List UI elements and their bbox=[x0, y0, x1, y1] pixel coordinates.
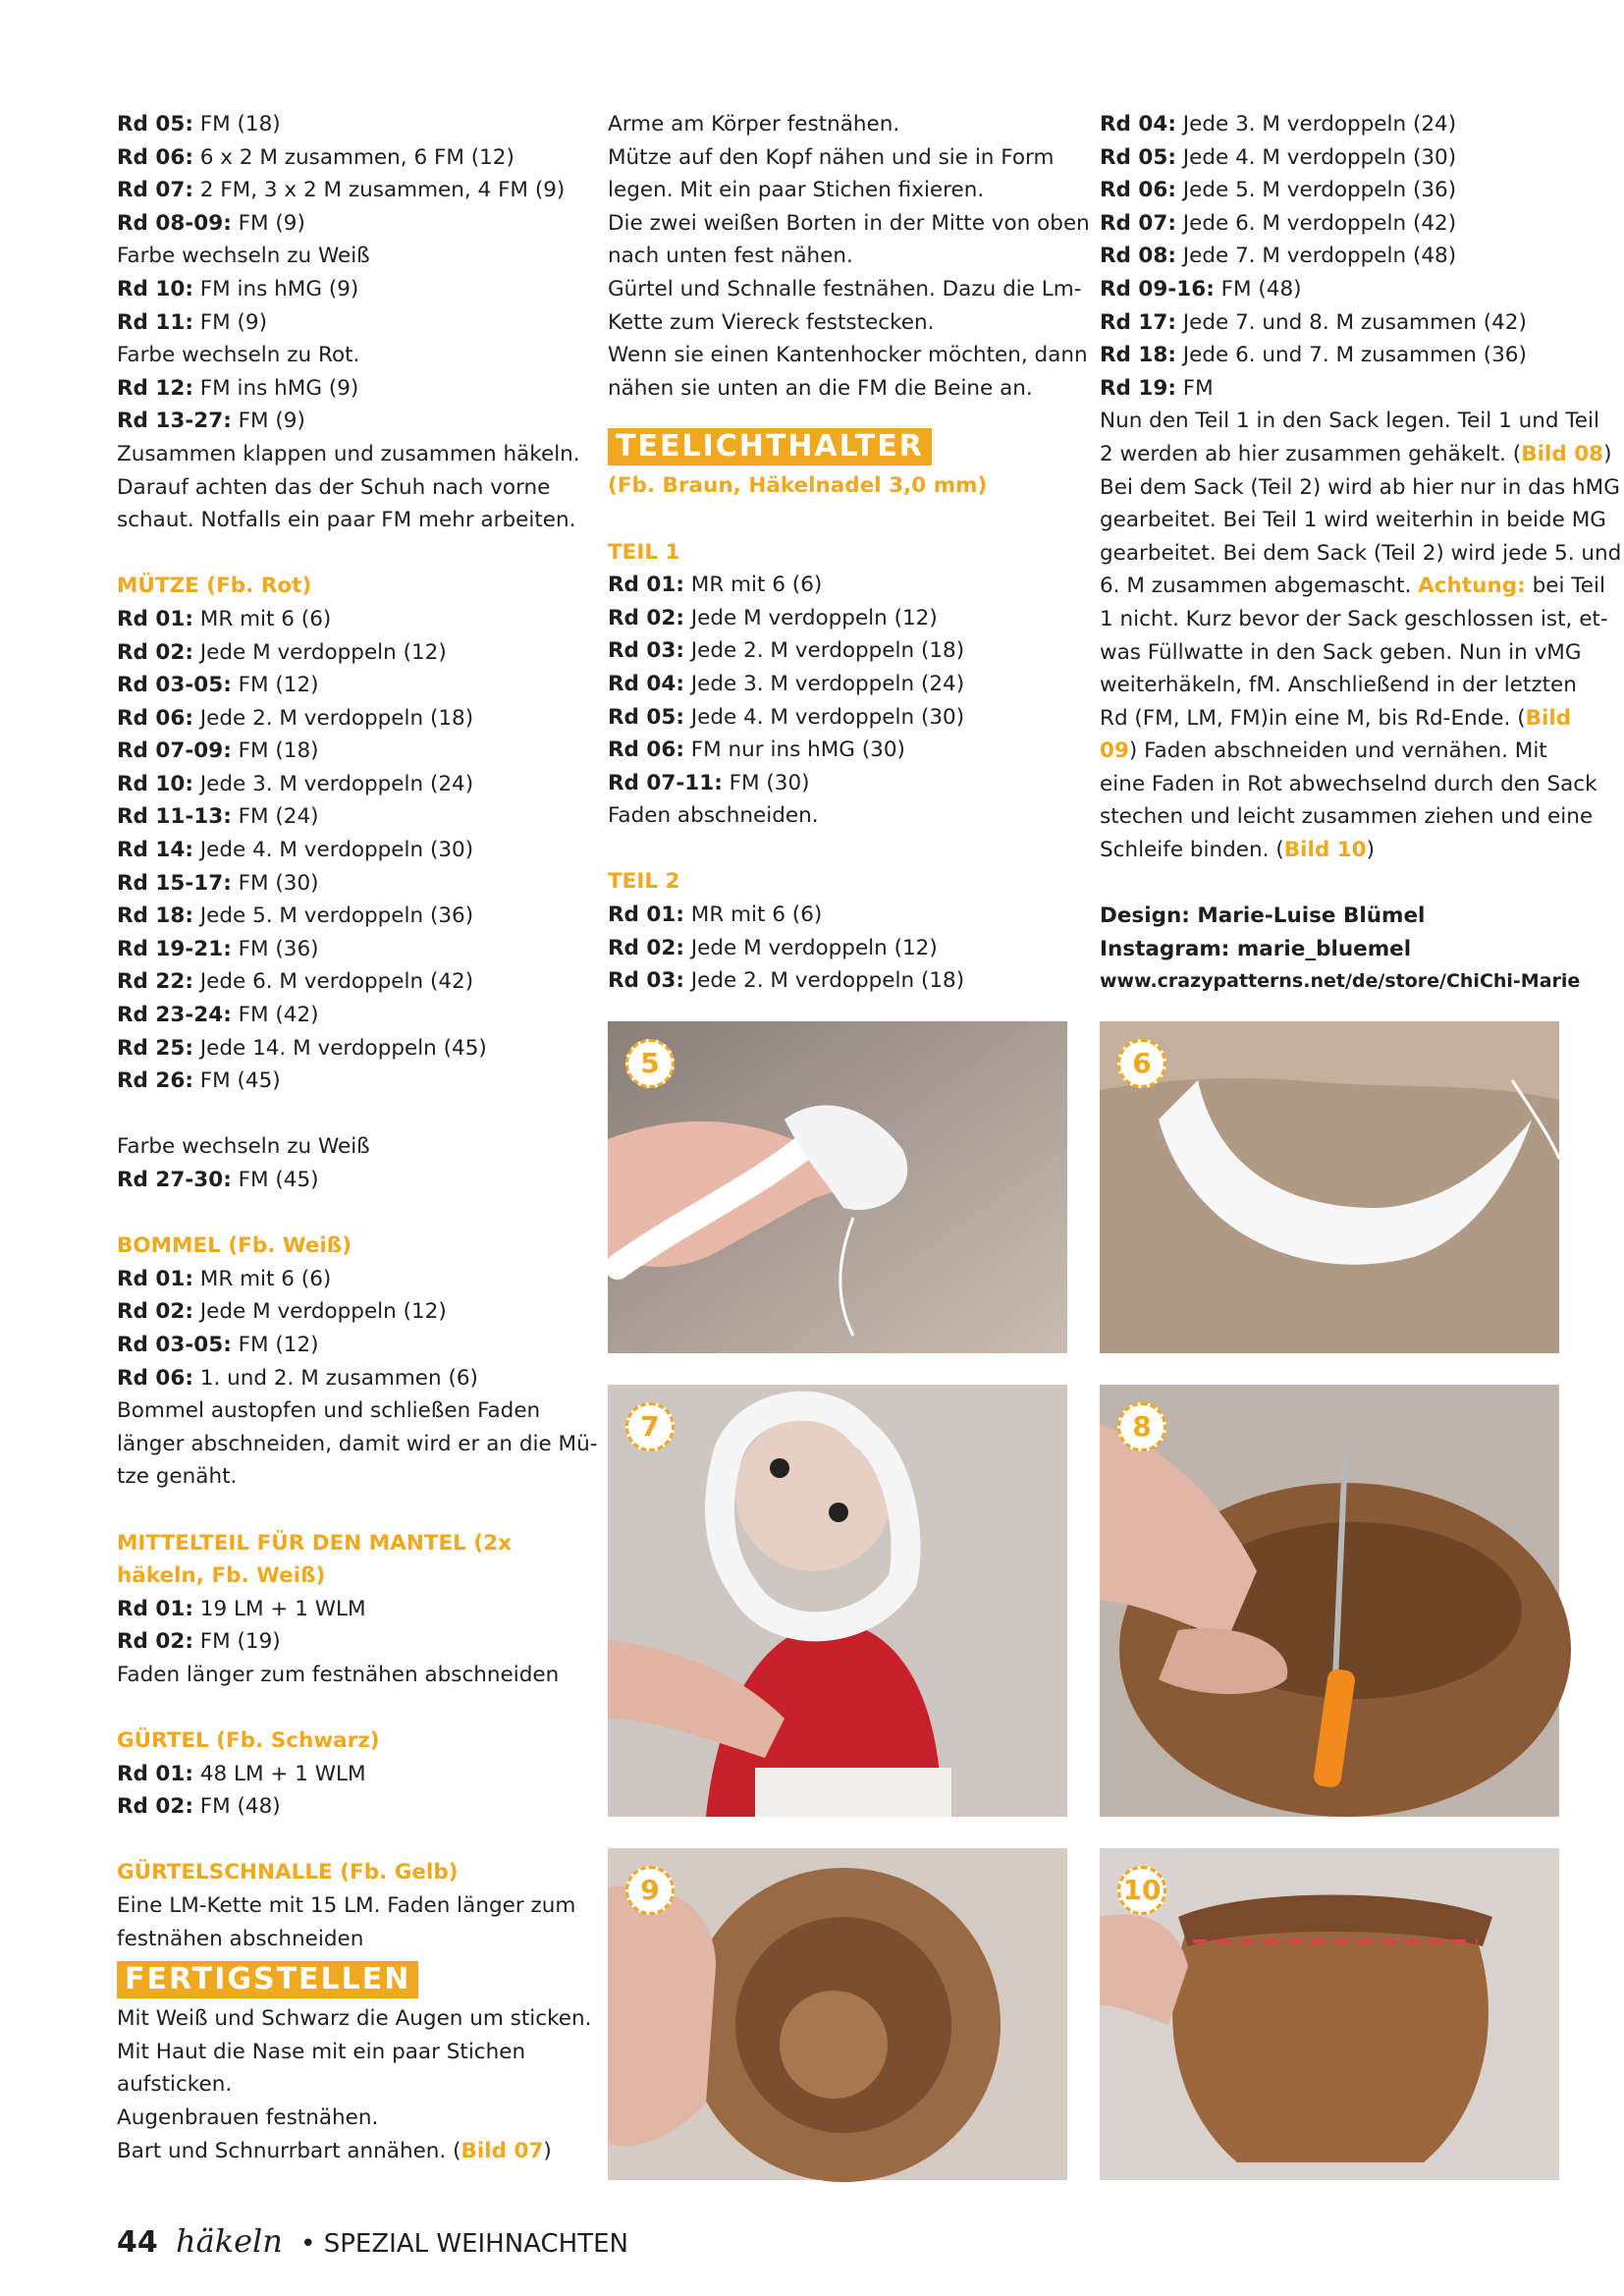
photo-8-illustration bbox=[1100, 1385, 1559, 1817]
instruction-text: FM (48) bbox=[192, 1794, 281, 1820]
instruction-line bbox=[117, 438, 580, 471]
heading-mittelteil-2: häkeln, Fb. Weiß) bbox=[117, 1563, 326, 1589]
instruction-line: Gürtel und Schnalle festnähen. Dazu die Lm- bbox=[608, 276, 1082, 301]
instruction-text: FM (45) bbox=[231, 1168, 319, 1192]
instruction-line bbox=[117, 1032, 576, 1066]
instruction-line: legen. Mit ein paar Stichen fixieren. bbox=[608, 178, 985, 203]
round-label: Rd 02: bbox=[608, 935, 684, 960]
photo-10-illustration bbox=[1100, 1848, 1559, 2180]
round-label: Rd 01: bbox=[608, 573, 684, 598]
round-label: Rd 17: bbox=[1100, 309, 1176, 335]
instruction-text: gearbeitet. Bei Teil 1 wird weiterhin in beide MG bbox=[1100, 508, 1606, 533]
round-label: Rd 05: bbox=[117, 112, 193, 137]
round-label: Rd 02: bbox=[608, 605, 684, 630]
instruction-line bbox=[608, 634, 1067, 668]
heading-teil-1: TEIL 1 bbox=[608, 539, 680, 565]
instruction-line bbox=[117, 1329, 576, 1362]
round-label: Rd 05: bbox=[608, 704, 684, 730]
instruction-line: Kette zum Viereck feststecken. bbox=[608, 309, 935, 335]
instruction-text: eine Faden in Rot abwechselnd durch den Sack bbox=[1100, 771, 1597, 796]
step-badge: 9 bbox=[625, 1866, 675, 1915]
round-label: Rd 01: bbox=[117, 1596, 193, 1621]
instruction-line bbox=[117, 1065, 576, 1098]
instruction-text: FM (12) bbox=[231, 1332, 319, 1357]
instruction-line bbox=[117, 1790, 576, 1824]
credit-line: Design: Marie-Luise Blümel bbox=[1100, 903, 1426, 929]
instruction-line bbox=[117, 1625, 576, 1659]
round-label: Rd 07: bbox=[1100, 210, 1176, 236]
instruction-line: aufsticken. bbox=[117, 2072, 233, 2098]
instruction-text: Darauf achten das der Schuh nach vorne bbox=[117, 474, 551, 500]
photo-7-illustration bbox=[608, 1385, 1067, 1817]
instruction-line bbox=[1100, 834, 1559, 867]
instruction-line bbox=[117, 933, 576, 966]
highlight-text: Bild 10 bbox=[1283, 838, 1367, 863]
round-label: Rd 01: bbox=[117, 1266, 193, 1291]
instruction-line bbox=[117, 141, 576, 175]
instruction-line bbox=[608, 767, 1067, 800]
instruction-line bbox=[1100, 108, 1559, 141]
instruction-text: FM (42) bbox=[231, 1003, 319, 1028]
instruction-text: FM (36) bbox=[231, 936, 319, 961]
instruction-line bbox=[1100, 636, 1582, 670]
round-label: Rd 01: bbox=[608, 902, 684, 928]
round-label: Rd 06: bbox=[117, 1365, 193, 1391]
instruction-text: FM (24) bbox=[231, 804, 319, 830]
instruction-paragraph-sack bbox=[1100, 405, 1622, 866]
photo-step-6 bbox=[1100, 1021, 1559, 1353]
instruction-line bbox=[117, 339, 576, 372]
instruction-text: länger abschneiden, damit wird er an die Mü- bbox=[117, 1431, 598, 1456]
round-label: Rd 08: bbox=[1100, 244, 1176, 269]
instruction-line bbox=[117, 1362, 576, 1395]
instruction-text: FM (48) bbox=[1214, 276, 1302, 301]
instruction-line bbox=[1100, 240, 1559, 273]
instruction-line bbox=[117, 702, 576, 736]
step-badge: 8 bbox=[1117, 1402, 1166, 1451]
instruction-block-finish bbox=[608, 108, 1090, 405]
instruction-text: ) bbox=[1366, 838, 1376, 863]
instruction-line bbox=[1100, 141, 1559, 175]
round-label: Rd 19-21: bbox=[117, 936, 232, 961]
instruction-text: Jede 3. M verdoppeln (24) bbox=[683, 671, 965, 696]
instruction-line bbox=[117, 1593, 576, 1626]
instruction-line bbox=[117, 405, 576, 438]
round-label: Rd 01: bbox=[117, 1761, 193, 1786]
instruction-line bbox=[117, 1758, 576, 1791]
instruction-line bbox=[117, 965, 576, 999]
footer-bullet: • bbox=[300, 2229, 316, 2259]
round-label: Rd 11-13: bbox=[117, 804, 232, 830]
round-label: Rd 12: bbox=[117, 375, 193, 401]
round-label: Rd 06: bbox=[1100, 178, 1176, 203]
round-label: Rd 25: bbox=[117, 1035, 193, 1061]
instruction-text: Jede 4. M verdoppeln (30) bbox=[192, 838, 474, 863]
instruction-text: FM bbox=[1175, 375, 1214, 401]
fertig-last-line: Bart und Schnurrbart annähen. (Bild 07) bbox=[117, 2138, 552, 2163]
instruction-line bbox=[117, 306, 576, 340]
instruction-line: Die zwei weißen Borten in der Mitte von oben bbox=[608, 210, 1090, 236]
instruction-line bbox=[1100, 669, 1577, 702]
instruction-text: FM ins hMG (9) bbox=[192, 375, 359, 401]
instruction-line bbox=[117, 1295, 576, 1329]
instruction-block-bommel bbox=[117, 1263, 598, 1494]
instruction-text: 2 FM, 3 x 2 M zusammen, 4 FM (9) bbox=[192, 178, 566, 203]
instruction-text: weiterhäkeln, fM. Anschließend in der letzten bbox=[1100, 673, 1577, 698]
instruction-text: FM (9) bbox=[231, 210, 305, 236]
instruction-line bbox=[1100, 768, 1597, 801]
round-label: Rd 10: bbox=[117, 771, 193, 796]
instruction-line bbox=[117, 669, 576, 702]
instruction-line bbox=[608, 932, 1067, 965]
highlight-text: Bild 08 bbox=[1521, 441, 1604, 466]
instruction-text: Bei dem Sack (Teil 2) wird ab hier nur in das hMG bbox=[1100, 474, 1620, 500]
round-label: Rd 02: bbox=[117, 1299, 193, 1325]
credits bbox=[1100, 900, 1581, 999]
step-badge: 5 bbox=[625, 1039, 675, 1088]
instruction-text: 6 x 2 M zusammen, 6 FM (12) bbox=[192, 144, 514, 170]
round-label: Rd 14: bbox=[117, 838, 193, 863]
round-label: Rd 07: bbox=[117, 178, 193, 203]
instruction-block-mittelteil bbox=[117, 1593, 576, 1692]
instruction-text: 1. und 2. M zusammen (6) bbox=[192, 1365, 478, 1391]
round-label: Rd 10: bbox=[117, 276, 193, 301]
instruction-line bbox=[608, 964, 1067, 998]
instruction-line bbox=[117, 1659, 576, 1692]
heading-mittelteil-1: MITTELTEIL FÜR DEN MANTEL (2x bbox=[117, 1530, 513, 1556]
instruction-text: Faden abschneiden. bbox=[608, 803, 819, 829]
instruction-line bbox=[1100, 372, 1559, 406]
instruction-text: ) bbox=[1603, 441, 1612, 466]
image-reference: Bild 07 bbox=[460, 2138, 544, 2163]
instruction-line bbox=[117, 504, 576, 537]
instruction-line bbox=[608, 734, 1067, 767]
instruction-text: Jede 5. M verdoppeln (36) bbox=[192, 903, 474, 929]
magazine-logo: häkeln bbox=[176, 2222, 283, 2260]
instruction-text: MR mit 6 (6) bbox=[683, 573, 823, 598]
round-label: Rd 07-11: bbox=[608, 770, 723, 795]
credit-line: Instagram: marie_bluemel bbox=[1100, 936, 1412, 961]
instruction-line bbox=[1100, 702, 1572, 736]
instruction-text: Rd (FM, LM, FM)in eine M, bis Rd-Ende. ( bbox=[1100, 705, 1526, 731]
instruction-text: Farbe wechseln zu Weiß bbox=[117, 1134, 370, 1160]
instruction-line bbox=[1100, 174, 1559, 207]
instruction-text: Zusammen klappen und zusammen häkeln. bbox=[117, 441, 580, 466]
instruction-text: Faden länger zum festnähen abschneiden bbox=[117, 1662, 560, 1687]
instruction-text: MR mit 6 (6) bbox=[192, 1266, 332, 1291]
photo-step-9 bbox=[608, 1848, 1067, 2180]
instruction-text: Farbe wechseln zu Rot. bbox=[117, 343, 360, 368]
instruction-text: Jede 2. M verdoppeln (18) bbox=[683, 968, 965, 994]
instruction-line: Mit Weiß und Schwarz die Augen um sticken. bbox=[117, 2006, 592, 2032]
instruction-line bbox=[608, 668, 1067, 701]
instruction-line bbox=[117, 834, 576, 867]
instruction-line bbox=[1100, 570, 1605, 603]
instruction-text: FM (9) bbox=[231, 409, 305, 434]
instruction-block-schuh bbox=[117, 108, 580, 537]
instruction-text: FM (30) bbox=[231, 870, 319, 896]
instruction-line bbox=[1100, 471, 1620, 505]
instruction-text: Jede 4. M verdoppeln (30) bbox=[1175, 144, 1457, 170]
instruction-line: Mit Haut die Nase mit ein paar Stichen bbox=[117, 2039, 526, 2064]
instruction-line bbox=[117, 999, 576, 1032]
instruction-line bbox=[1100, 603, 1608, 636]
instruction-line bbox=[117, 1130, 576, 1164]
round-label: Rd 18: bbox=[1100, 343, 1176, 368]
instruction-block-schnalle bbox=[117, 1889, 576, 1955]
instruction-text: festnähen abschneiden bbox=[117, 1926, 364, 1951]
round-label: Rd 07-09: bbox=[117, 738, 232, 764]
instruction-text: FM (30) bbox=[722, 770, 810, 795]
banner-teelichthalter: TEELICHTHALTER bbox=[608, 428, 932, 465]
instruction-text: Jede 6. M verdoppeln (42) bbox=[1175, 210, 1457, 236]
instruction-line bbox=[1100, 405, 1599, 438]
instruction-line bbox=[608, 701, 1067, 735]
column-3 bbox=[1100, 108, 1622, 999]
round-label: Rd 08-09: bbox=[117, 210, 232, 236]
instruction-text: 6. M zusammen abgemascht. bbox=[1100, 574, 1419, 599]
instruction-text: Jede 6. M verdoppeln (42) bbox=[192, 969, 474, 995]
instruction-line bbox=[117, 768, 576, 801]
instruction-line bbox=[117, 636, 576, 670]
round-label: Rd 27-30: bbox=[117, 1168, 232, 1192]
instruction-line bbox=[1100, 306, 1559, 340]
instruction-line bbox=[117, 108, 576, 141]
round-label: Rd 15-17: bbox=[117, 870, 232, 896]
instruction-line bbox=[117, 471, 576, 505]
round-label: Rd 02: bbox=[117, 1629, 193, 1655]
instruction-text: bei Teil bbox=[1525, 574, 1605, 599]
instruction-line bbox=[117, 240, 576, 273]
instruction-text: MR mit 6 (6) bbox=[192, 606, 332, 631]
banner-fertigstellen: FERTIGSTELLEN bbox=[117, 1961, 418, 1998]
instruction-text: Jede 5. M verdoppeln (36) bbox=[1175, 178, 1457, 203]
instruction-line bbox=[1100, 438, 1612, 471]
instruction-line bbox=[117, 800, 576, 834]
instruction-text: 19 LM + 1 WLM bbox=[192, 1596, 366, 1621]
instruction-text: ) Faden abschneiden und vernähen. Mit bbox=[1128, 738, 1547, 764]
round-label: Rd 04: bbox=[608, 671, 684, 696]
photo-step-8 bbox=[1100, 1385, 1559, 1817]
round-label: Rd 03-05: bbox=[117, 1332, 232, 1357]
instruction-text: FM ins hMG (9) bbox=[192, 276, 359, 301]
photo-step-10 bbox=[1100, 1848, 1559, 2180]
heading-guertel: GÜRTEL (Fb. Schwarz) bbox=[117, 1728, 380, 1754]
instruction-text: 2 werden ab hier zusammen gehäkelt. ( bbox=[1100, 441, 1522, 466]
instruction-text: FM (9) bbox=[192, 309, 267, 335]
instruction-line bbox=[117, 1460, 576, 1494]
round-label: Rd 19: bbox=[1100, 375, 1176, 401]
instruction-line: nach unten fest nähen. bbox=[608, 244, 853, 269]
instruction-line bbox=[117, 372, 576, 406]
instruction-line: Mütze auf den Kopf nähen und sie in Form bbox=[608, 144, 1055, 170]
instruction-line bbox=[1100, 800, 1594, 834]
subtitle-teelichthalter: (Fb. Braun, Häkelnadel 3,0 mm) bbox=[608, 473, 988, 499]
instruction-line: Wenn sie einen Kantenhocker möchten, dann bbox=[608, 343, 1088, 368]
step-badge: 6 bbox=[1117, 1039, 1166, 1088]
round-label: Rd 11: bbox=[117, 309, 193, 335]
round-label: Rd 18: bbox=[117, 903, 193, 929]
footer-edition: SPEZIAL WEIHNACHTEN bbox=[323, 2229, 628, 2259]
instruction-line bbox=[117, 1394, 576, 1428]
round-label: Rd 09-16: bbox=[1100, 276, 1215, 301]
instruction-line bbox=[117, 1164, 576, 1197]
round-label: Rd 02: bbox=[117, 639, 193, 665]
instruction-block-guertel bbox=[117, 1758, 576, 1824]
instruction-text: gearbeitet. Bei dem Sack (Teil 2) wird jede 5. und bbox=[1100, 540, 1622, 566]
instruction-line: nähen sie unten an die FM die Beine an. bbox=[608, 375, 1033, 401]
round-label: Rd 23-24: bbox=[117, 1003, 232, 1028]
column-1 bbox=[117, 108, 598, 2167]
round-label: Rd 01: bbox=[117, 606, 193, 631]
instruction-text: stechen und leicht zusammen ziehen und eine bbox=[1100, 804, 1594, 830]
instruction-text: Jede 2. M verdoppeln (18) bbox=[683, 638, 965, 664]
instruction-line bbox=[117, 900, 576, 933]
instruction-text: FM (12) bbox=[231, 673, 319, 698]
instruction-line: Arme am Körper festnähen. bbox=[608, 112, 900, 137]
photo-6-illustration bbox=[1100, 1021, 1559, 1353]
instruction-text: Jede 7. M verdoppeln (48) bbox=[1175, 244, 1457, 269]
heading-teil-2: TEIL 2 bbox=[608, 869, 680, 895]
column-2 bbox=[608, 108, 1090, 998]
instruction-line bbox=[117, 735, 576, 768]
instruction-block-muetze bbox=[117, 603, 576, 1098]
round-label: Rd 06: bbox=[608, 738, 684, 763]
page-footer bbox=[117, 2221, 628, 2264]
instruction-line bbox=[117, 603, 576, 636]
highlight-text: Bild bbox=[1525, 705, 1572, 731]
round-label: Rd 06: bbox=[117, 705, 193, 731]
instruction-block-teil-1 bbox=[608, 569, 1067, 833]
round-label: Rd 02: bbox=[117, 1794, 193, 1820]
instruction-text: Jede 7. und 8. M zusammen (42) bbox=[1175, 309, 1527, 335]
instruction-line bbox=[117, 1428, 598, 1461]
instruction-text: FM (18) bbox=[192, 112, 281, 137]
instruction-line bbox=[117, 1263, 576, 1296]
photo-5-illustration bbox=[608, 1021, 1067, 1353]
instruction-text: FM nur ins hMG (30) bbox=[683, 738, 905, 763]
instruction-block-teil-2 bbox=[608, 899, 1067, 998]
instruction-text: FM (45) bbox=[192, 1068, 281, 1094]
round-label: Rd 06: bbox=[117, 144, 193, 170]
round-label: Rd 13-27: bbox=[117, 409, 232, 434]
instruction-text: Jede 4. M verdoppeln (30) bbox=[683, 704, 965, 730]
instruction-text: Jede 14. M verdoppeln (45) bbox=[192, 1035, 487, 1061]
instruction-line bbox=[1100, 537, 1622, 571]
instruction-text: 1 nicht. Kurz bevor der Sack geschlossen ist, et- bbox=[1100, 606, 1608, 631]
instruction-text: tze genäht. bbox=[117, 1464, 238, 1490]
step-badge: 10 bbox=[1117, 1866, 1166, 1915]
instruction-block-sack bbox=[1100, 108, 1559, 405]
instruction-text: Bommel austopfen und schließen Faden bbox=[117, 1398, 541, 1424]
instruction-block-fertigstellen bbox=[117, 2002, 592, 2134]
instruction-text: FM (18) bbox=[231, 738, 319, 764]
instruction-text: Eine LM-Kette mit 15 LM. Faden länger zum bbox=[117, 1893, 576, 1919]
instruction-line bbox=[117, 1889, 576, 1923]
highlight-text: Achtung: bbox=[1418, 574, 1526, 599]
photo-step-5 bbox=[608, 1021, 1067, 1353]
instruction-text: FM (19) bbox=[192, 1629, 281, 1655]
instruction-line bbox=[608, 799, 1067, 833]
round-label: Rd 26: bbox=[117, 1068, 193, 1094]
heading-muetze: MÜTZE (Fb. Rot) bbox=[117, 574, 312, 599]
instruction-line bbox=[117, 867, 576, 901]
page-number: 44 bbox=[117, 2225, 158, 2260]
instruction-line: Augenbrauen festnähen. bbox=[117, 2105, 379, 2131]
credit-line: www.crazypatterns.net/de/store/ChiChi-Marie bbox=[1100, 970, 1581, 993]
instruction-line bbox=[1100, 339, 1559, 372]
instruction-line bbox=[1100, 735, 1559, 768]
step-badge: 7 bbox=[625, 1402, 675, 1451]
instruction-text: Jede M verdoppeln (12) bbox=[683, 605, 938, 630]
instruction-line bbox=[608, 602, 1067, 635]
instruction-line bbox=[1100, 273, 1559, 306]
instruction-text: Jede M verdoppeln (12) bbox=[192, 1299, 447, 1325]
instruction-text: Jede 3. M verdoppeln (24) bbox=[192, 771, 474, 796]
instruction-text: Jede 6. und 7. M zusammen (36) bbox=[1175, 343, 1527, 368]
round-label: Rd 03-05: bbox=[117, 673, 232, 698]
instruction-line bbox=[608, 569, 1067, 602]
instruction-text: Jede 2. M verdoppeln (18) bbox=[192, 705, 474, 731]
heading-bommel: BOMMEL (Fb. Weiß) bbox=[117, 1233, 352, 1259]
round-label: Rd 22: bbox=[117, 969, 193, 995]
instruction-text: Jede M verdoppeln (12) bbox=[683, 935, 938, 960]
instruction-line bbox=[117, 207, 576, 241]
instruction-line bbox=[1100, 504, 1606, 537]
instruction-text: Schleife binden. ( bbox=[1100, 838, 1284, 863]
round-label: Rd 03: bbox=[608, 968, 684, 994]
round-label: Rd 05: bbox=[1100, 144, 1176, 170]
instruction-line bbox=[117, 1923, 576, 1956]
instruction-text: Nun den Teil 1 in den Sack legen. Teil 1 und Teil bbox=[1100, 409, 1599, 434]
instruction-text: Jede M verdoppeln (12) bbox=[192, 639, 447, 665]
heading-guertelschnalle: GÜRTELSCHNALLE (Fb. Gelb) bbox=[117, 1860, 459, 1886]
instruction-line bbox=[1100, 207, 1559, 241]
round-label: Rd 04: bbox=[1100, 112, 1176, 137]
instruction-block-muetze-2 bbox=[117, 1130, 576, 1196]
photo-9-illustration bbox=[608, 1848, 1067, 2180]
instruction-text: MR mit 6 (6) bbox=[683, 902, 823, 928]
instruction-text: schaut. Notfalls ein paar FM mehr arbeiten. bbox=[117, 508, 576, 533]
instruction-line bbox=[117, 174, 576, 207]
instruction-line bbox=[117, 273, 576, 306]
photo-step-7 bbox=[608, 1385, 1067, 1817]
round-label: Rd 03: bbox=[608, 638, 684, 664]
instruction-text: Farbe wechseln zu Weiß bbox=[117, 244, 370, 269]
instruction-text: Jede 3. M verdoppeln (24) bbox=[1175, 112, 1457, 137]
instruction-text: 48 LM + 1 WLM bbox=[192, 1761, 366, 1786]
instruction-line bbox=[608, 899, 1067, 932]
instruction-text: was Füllwatte in den Sack geben. Nun in vMG bbox=[1100, 639, 1582, 665]
highlight-text: 09 bbox=[1100, 738, 1129, 764]
